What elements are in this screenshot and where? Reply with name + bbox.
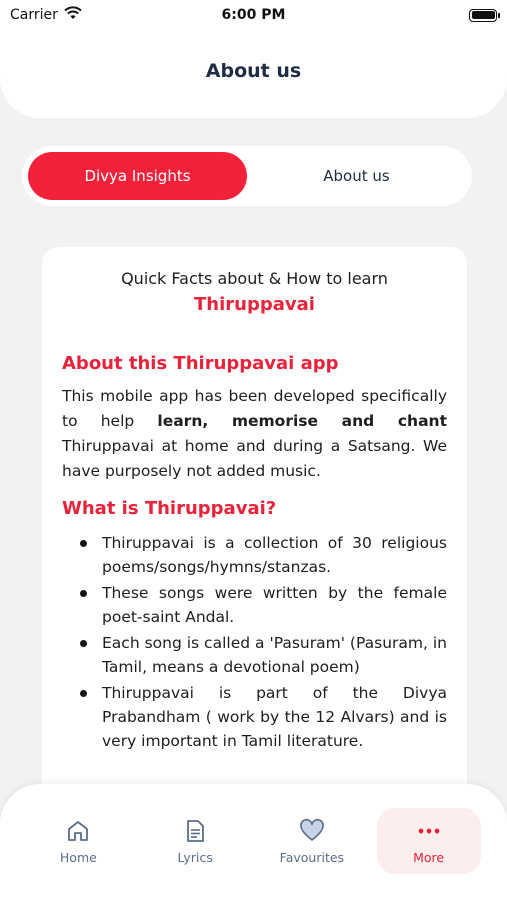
section-heading-what-is: What is Thiruppavai?: [62, 498, 277, 519]
tab-favourites[interactable]: [260, 808, 364, 874]
status-bar: [0, 0, 507, 30]
tab-label: Home: [59, 849, 97, 865]
tab-lyrics[interactable]: [143, 808, 247, 874]
tab-home[interactable]: [26, 808, 130, 874]
tab-label: Favourites: [279, 849, 345, 865]
facts-list: [62, 531, 447, 753]
home-icon: [65, 818, 91, 844]
bottom-tab-bar: [0, 784, 507, 900]
battery-icon: [469, 9, 497, 22]
segment-divya-insights[interactable]: Divya Insights: [28, 152, 247, 200]
document-icon: [182, 818, 208, 844]
card-subtitle: Quick Facts about & How to learn: [121, 269, 388, 288]
about-app-paragraph: This mobile app has been developed specifically to help learn, memorise and chant Thiruppavai at home and during a Satsang. We have purposely not added music.: [62, 387, 447, 480]
tab-more[interactable]: [377, 808, 481, 874]
list-item: Each song is called a 'Pasuram' (Pasuram, in Tamil, means a devotional poem): [62, 631, 447, 679]
wifi-icon: [64, 6, 82, 24]
page-title: About us: [205, 60, 302, 82]
carrier-label: Carrier: [10, 7, 58, 23]
card-title: Thiruppavai: [194, 294, 315, 315]
list-item: Thiruppavai is a collection of 30 religious poems/songs/hymns/stanzas.: [62, 531, 447, 579]
status-time: 6:00 PM: [221, 7, 286, 23]
segmented-control: [22, 146, 472, 206]
section-heading-about-app: About this Thiruppavai app: [62, 353, 339, 374]
list-item: These songs were written by the female poet-saint Andal.: [62, 581, 447, 629]
tab-label: Lyrics: [177, 849, 213, 865]
more-dots-icon: [416, 818, 442, 844]
content-card: [42, 247, 467, 807]
heart-icon: [299, 818, 325, 844]
tab-label: More: [413, 849, 445, 865]
segment-about-us[interactable]: About us: [323, 167, 390, 185]
list-item: Thiruppavai is part of the Divya Prabandham ( work by the 12 Alvars) and is very important in Tamil literature.: [62, 681, 447, 753]
